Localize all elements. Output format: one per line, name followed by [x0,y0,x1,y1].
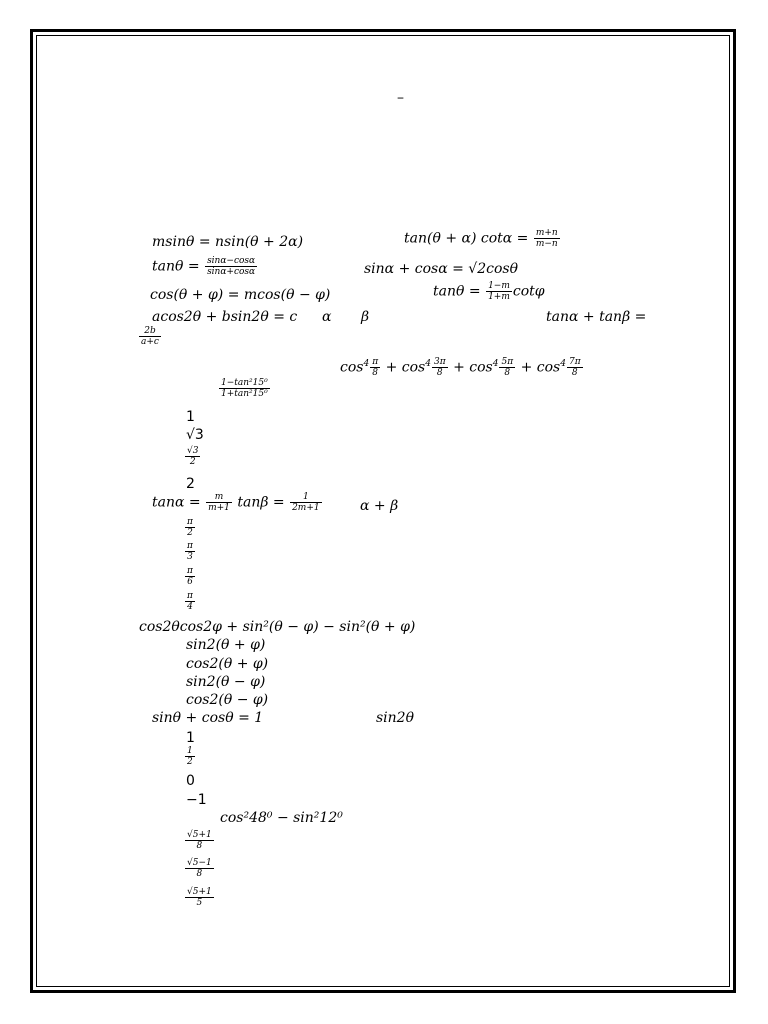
fraction-sqrt5plus1-5 [185,887,214,908]
fraction-numerator: π [187,517,193,527]
fraction-pi-4 [185,591,195,612]
power-4: 4 [492,359,499,369]
fraction-denominator: 8 [196,841,203,851]
fraction-denominator: 3 [187,552,193,562]
problem-2-given [152,256,258,277]
problem-10-expression: cos²48⁰ − sin²12⁰ [220,810,343,826]
problem-4-beta: β [361,309,370,325]
problem-2-fraction [205,256,257,277]
problem-3-target-lhs: tanθ = [433,283,486,300]
problem-3-target-fraction [486,281,512,302]
problem-4-given: acos2θ + bsin2θ = c [152,309,298,325]
fraction-numerator: π [372,357,379,368]
fraction-numerator: 1−tan²15⁰ [221,378,268,388]
option-3: 0 [186,773,195,789]
option-4: −1 [186,792,207,808]
fraction-denominator: 2 [187,528,193,538]
fraction-denominator: sinα+cosα [207,267,256,277]
fraction-pi-2 [185,517,195,538]
fraction-3pi-8 [432,357,448,378]
fraction-pi-3 [185,541,195,562]
fraction-numerator: 1 [290,492,322,503]
plus-sign: + [520,359,533,376]
header-dash: – [397,90,404,106]
fraction-numerator: 3π [433,357,446,368]
option-3 [184,566,196,587]
problem-3-given: cos(θ + φ) = mcos(θ − φ) [150,287,331,303]
option-3: sin2(θ − φ) [186,674,266,690]
fraction-denominator: 1+tan²15⁰ [221,389,268,399]
fraction-denominator: 8 [504,368,511,379]
fraction-numerator: 1−m [488,281,510,291]
option-3 [184,887,215,908]
problem-9-target: sin2θ [376,710,415,726]
fraction-7pi-8 [567,357,583,378]
problem-2-lhs: tanθ = [152,258,205,275]
problem-3-target [433,281,545,302]
option-1: sin2(θ + φ) [186,637,266,653]
fraction-numerator: √3 [187,446,199,456]
problem-1-target-lhs: tan(θ + α) cotα = [404,230,533,247]
problem-1-target-fraction [534,228,560,249]
problem-7-given [152,492,323,513]
problem-2-target: sinα + cosα = √2cosθ [364,261,519,277]
fraction-denominator: 5 [196,898,203,908]
option-4 [184,591,196,612]
fraction-5pi-8 [499,357,515,378]
problem-4-alpha: α [322,309,332,325]
fraction-denominator: 8 [372,368,379,379]
fraction-denominator: m+1 [208,503,230,513]
option-1: 1 [186,730,195,746]
problem-5-expression [340,356,584,378]
cos-term-2: cos [401,359,426,376]
fraction-1-2m1 [290,492,322,513]
power-4: 4 [560,359,566,369]
fraction-numerator: 7π [568,357,581,368]
fraction-numerator: π [187,541,193,551]
fraction-numerator: π [187,591,193,601]
option-1 [184,830,215,851]
problem-7-target: α + β [360,498,399,514]
option-2: cos2(θ + φ) [186,656,269,672]
fraction-denominator: a+c [141,337,159,347]
problem-1-target [404,228,561,249]
fraction-pi-6 [185,566,195,587]
problem-4-target: tanα + tanβ = [546,309,647,325]
fraction-denominator: 6 [187,577,193,587]
problem-3-target-tail: cotφ [512,283,545,300]
problem-6-fraction [219,378,270,399]
option-3 [184,446,201,467]
plus-sign: + [385,359,398,376]
problem-9-given: sinθ + cosθ = 1 [152,710,264,726]
option-1: 1 [186,409,195,425]
fraction-numerator: m [206,492,232,503]
plus-sign: + [453,359,465,376]
fraction-sqrt5plus1-8 [185,830,214,851]
fraction-denominator: 8 [436,368,443,379]
fraction-1-2 [185,746,195,767]
option-2 [186,427,204,443]
cos-term-1: cos [340,359,364,376]
problem-8-expression: cos2θcos2φ + sin²(θ − φ) − sin²(θ + φ) [139,619,416,635]
fraction-denominator: 2 [187,757,193,767]
fraction-pi-8 [370,357,380,378]
fraction-denominator: 1+m [488,292,510,302]
fraction-denominator: 2m+1 [292,503,320,513]
fraction-numerator: √5+1 [187,887,212,897]
fraction-denominator: m−n [535,239,558,249]
fraction-numerator: 1 [187,746,193,756]
problem-4-fraction [138,326,162,347]
power-4: 4 [363,359,370,369]
option-1 [184,517,196,538]
fraction-numerator: √5−1 [187,858,212,868]
fraction-numerator: 5π [501,357,514,368]
option-4: cos2(θ − φ) [186,692,269,708]
fraction-numerator: sinα−cosα [207,256,256,266]
fraction-numerator: √5+1 [187,830,212,840]
fraction-denominator: 2 [189,457,196,467]
fraction-denominator: 8 [196,869,203,879]
fraction-sqrt5minus1-8 [185,858,214,879]
problem-6-expression [218,378,271,399]
fraction-denominator: 4 [187,602,193,612]
option-2 [184,858,215,879]
fraction-sqrt3-2 [185,446,200,467]
problem-4-rhs-fraction [139,326,161,347]
option-4: 2 [186,476,195,492]
tan-beta: tanβ = [237,494,290,511]
tan-alpha: tanα = [152,494,206,511]
cos-term-4: cos [536,359,561,376]
sqrt-3: √3 [186,427,204,443]
option-2 [184,746,196,767]
fraction-numerator: π [187,566,193,576]
fraction-numerator: m+n [535,228,558,238]
cos-term-3: cos [469,359,493,376]
problem-1-given: msinθ = nsin(θ + 2α) [152,234,304,250]
power-4: 4 [425,359,431,369]
fraction-numerator: 2b [139,326,161,337]
fraction-m-m1 [206,492,232,513]
option-2 [184,541,196,562]
fraction-denominator: 8 [571,368,578,379]
